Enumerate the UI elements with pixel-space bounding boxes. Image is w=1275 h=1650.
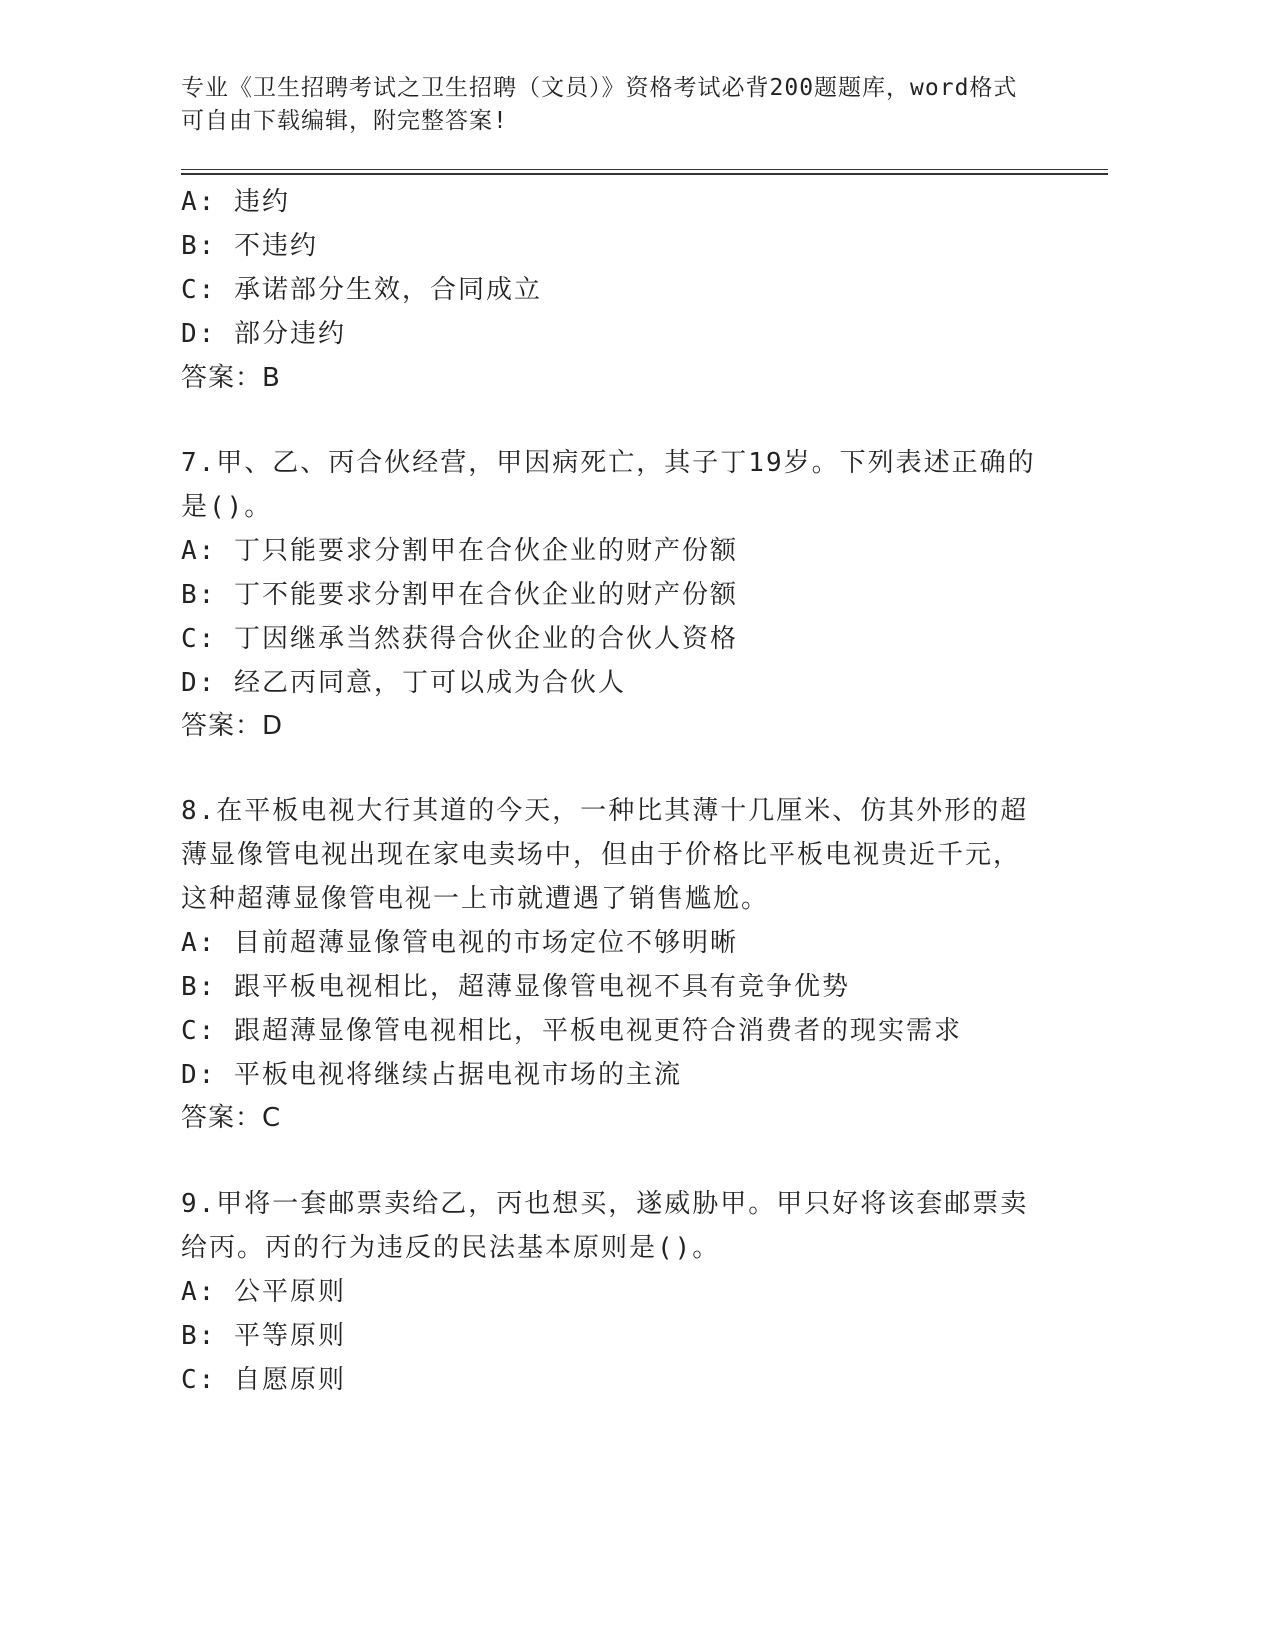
document-header bbox=[181, 72, 1061, 138]
q9-stem-line-2: 给丙。丙的行为违反的民法基本原则是()。 bbox=[181, 1233, 721, 1263]
q9-option-b: B: 平等原则 bbox=[181, 1321, 346, 1351]
q8-option-c: C: 跟超薄显像管电视相比，平板电视更符合消费者的现实需求 bbox=[181, 1016, 962, 1046]
q6-answer: 答案：B bbox=[181, 363, 281, 393]
header-line-2: 可自由下载编辑，附完整答案! bbox=[181, 108, 508, 134]
q9-stem-line-1: 9.甲将一套邮票卖给乙，丙也想买，遂威胁甲。甲只好将该套邮票卖 bbox=[181, 1189, 1029, 1219]
q6-option-a: A: 违约 bbox=[181, 187, 290, 217]
q6-option-d: D: 部分违约 bbox=[181, 319, 346, 349]
q9-option-c: C: 自愿原则 bbox=[181, 1365, 346, 1395]
q9-option-a: A: 公平原则 bbox=[181, 1277, 346, 1307]
q7-option-b: B: 丁不能要求分割甲在合伙企业的财产份额 bbox=[181, 580, 738, 610]
q7-option-d: D: 经乙丙同意，丁可以成为合伙人 bbox=[181, 668, 626, 698]
q7-answer: 答案：D bbox=[181, 711, 284, 741]
q8-stem-line-3: 这种超薄显像管电视一上市就遭遇了销售尴尬。 bbox=[181, 884, 770, 914]
q7-option-c: C: 丁因继承当然获得合伙企业的合伙人资格 bbox=[181, 624, 738, 654]
q8-stem-line-2: 薄显像管电视出现在家电卖场中，但由于价格比平板电视贵近千元， bbox=[181, 840, 1022, 870]
header-rule-thick bbox=[181, 173, 1108, 175]
q7-option-a: A: 丁只能要求分割甲在合伙企业的财产份额 bbox=[181, 536, 738, 566]
header-rule-thin bbox=[181, 169, 1108, 170]
q8-stem-line-1: 8.在平板电视大行其道的今天，一种比其薄十几厘米、仿其外形的超 bbox=[181, 796, 1029, 826]
q6-option-c: C: 承诺部分生效，合同成立 bbox=[181, 275, 542, 305]
q8-option-a: A: 目前超薄显像管电视的市场定位不够明晰 bbox=[181, 928, 738, 958]
q8-option-b: B: 跟平板电视相比，超薄显像管电视不具有竞争优势 bbox=[181, 972, 850, 1002]
header-line-1: 专业《卫生招聘考试之卫生招聘（文员）》资格考试必背200题题库，word格式 bbox=[181, 75, 1018, 101]
q6-option-b: B: 不违约 bbox=[181, 231, 318, 261]
q7-stem-line-1: 7.甲、乙、丙合伙经营，甲因病死亡，其子丁19岁。下列表述正确的 bbox=[181, 448, 1036, 478]
q8-option-d: D: 平板电视将继续占据电视市场的主流 bbox=[181, 1060, 682, 1090]
q7-stem-line-2: 是()。 bbox=[181, 492, 273, 522]
q8-answer: 答案：C bbox=[181, 1103, 282, 1133]
